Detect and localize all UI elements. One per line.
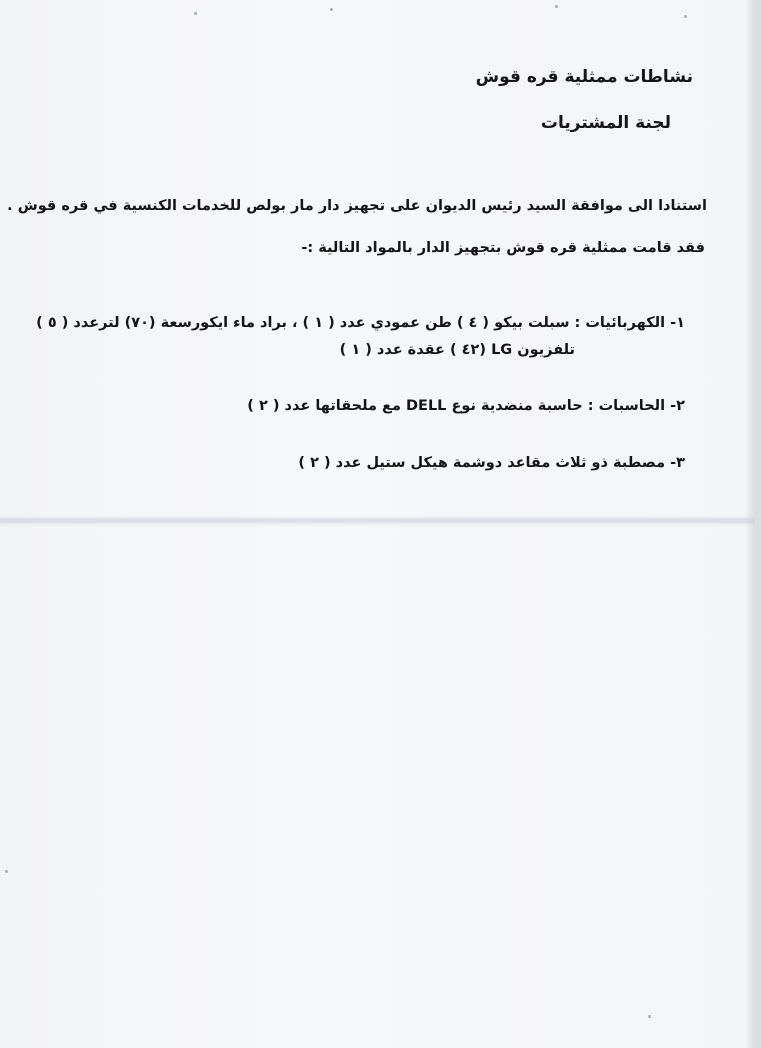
scan-speck bbox=[555, 5, 558, 8]
list-item-2: ٢- الحاسبات : حاسبة منضدية نوع DELL مع ملحقاتها عدد ( ٢ ) bbox=[247, 398, 685, 414]
paper-fold-line bbox=[0, 517, 755, 527]
lead-paragraph: فقد قامت ممثلية قره قوش بتجهيز الدار بالمواد التالية :- bbox=[301, 240, 705, 256]
document-title-org: نشاطات ممثلية قره قوش bbox=[475, 67, 693, 87]
scan-speck bbox=[648, 1015, 651, 1018]
list-item-1-line-2: تلفزيون LG (٤٢ ) عقدة عدد ( ١ ) bbox=[339, 342, 575, 358]
scan-speck bbox=[330, 8, 333, 11]
document-subtitle-committee: لجنة المشتريات bbox=[540, 113, 671, 133]
intro-paragraph: استنادا الى موافقة السيد رئيس الديوان على تجهيز دار مار بولص للخدمات الكنسية في قره قوش . bbox=[7, 198, 707, 214]
list-item-3: ٣- مصطبة ذو ثلاث مقاعد دوشمة هيكل ستيل عدد ( ٢ ) bbox=[298, 455, 685, 471]
list-item-1-line-1: ١- الكهربائيات : سبلت بيكو ( ٤ ) طن عمودي عدد ( ١ ) ، براد ماء ايكورسعة (٧٠) لترعدد ( ٥ ) bbox=[36, 315, 685, 331]
scan-speck bbox=[5, 870, 8, 873]
scan-speck bbox=[684, 15, 687, 18]
scan-speck bbox=[194, 12, 197, 15]
